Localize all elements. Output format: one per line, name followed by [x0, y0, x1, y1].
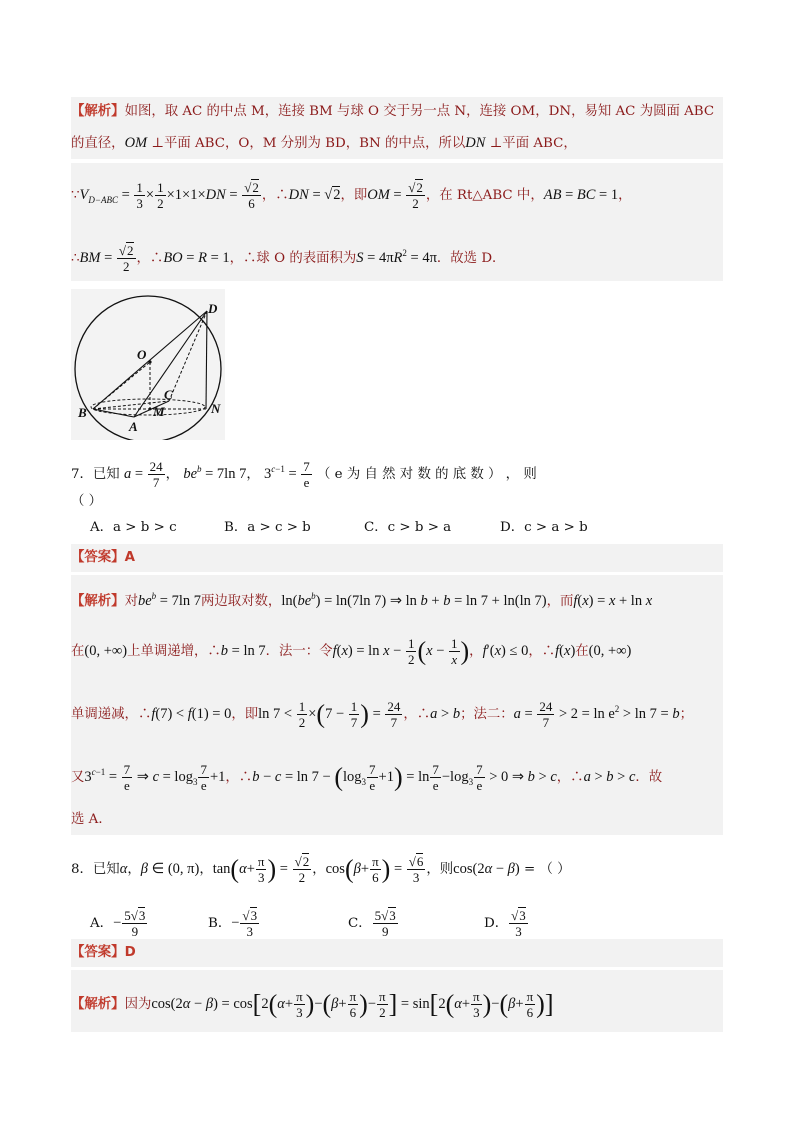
- text: （ ）: [71, 494, 103, 509]
- text: 在: [71, 644, 85, 659]
- fraction: $\frac{24}{7}$: [149, 459, 163, 490]
- text: ．法一：令: [265, 644, 333, 659]
- text: ，∴: [136, 251, 164, 266]
- math: DN: [465, 135, 486, 151]
- text: ，∴: [528, 644, 556, 659]
- fraction: $\frac{7}{e}$: [200, 762, 207, 793]
- question-7-paren: [71, 492, 723, 512]
- text: ，∴球 O 的表面积为: [229, 251, 357, 266]
- text-line: 在(0, +∞)上单调递增，∴b = ln 7．法一：令f(x) = ln x − $\frac{1}{2}$ (x − $\frac{1}{x}$ )，f′(x) ≤ 0，∴f(x)在(0, +∞): [71, 636, 632, 667]
- text: ⊥平面 ABC，: [485, 136, 577, 151]
- label-o: O: [137, 347, 147, 362]
- answer-tag: 【答案】: [71, 550, 125, 565]
- text-line: 单调递减，∴f(7) < f(1) = 0，即ln 7 < $\frac{1}{2}$ ×(7 − $\frac{1}{7}$ ) = $\frac{24}{7}$ ，∴a > b；法二：a = $\frac{24}{7}$ > $2 = \ln e^2 > \ln 7 = b$；: [71, 699, 693, 730]
- text: 在: [575, 644, 589, 659]
- fraction: $\frac{\pi}{6}$: [372, 854, 379, 885]
- text: ，: [127, 862, 141, 877]
- text-line: [71, 810, 723, 830]
- fraction: $\frac{24}{7}$: [539, 699, 553, 730]
- text: ∴: [71, 251, 80, 266]
- option-c[interactable]: C． $\frac{5√3}{9}$: [348, 908, 396, 939]
- text-line: 又$3^{c-1}$ = $\frac{7}{e}$ ⇒ $c = \log_3$ $\frac{7}{e}$ +1，∴b − $c = \ln 7 - (\log_3$ $\frac{7}{e}$ +1) = ln $\frac{7}{e}$ $-\log_3$ $\frac{7}{e}$ > 0 ⇒ b > c，∴a > b > c．故: [71, 762, 663, 793]
- text: 选 A．: [71, 812, 112, 827]
- fraction: $\frac{7}{e}$: [369, 762, 376, 793]
- fraction: $\frac{7}{e}$: [303, 459, 310, 490]
- text: ，: [199, 862, 213, 877]
- fraction: $\frac{1}{x}$: [451, 636, 458, 667]
- text-line: 【解析】对$be^b = 7\ln$ 7两边取对数，$\ln(be^b) = \ln(7\ln$ 7) ⇒ ln b + b = ln 7 + ln(ln 7)，而f(x) = x + ln x: [71, 591, 653, 609]
- question-7-stem: 7．已知 a = $\frac{24}{7}$ ， $be^b = 7\ln$ 7， $3^{c-1}$ = $\frac{7}{e}$ （ e 为 自 然 对 数 的 底 数 ） ， 则: [71, 459, 537, 490]
- label-c: C: [164, 387, 173, 402]
- answer-line: [71, 943, 723, 963]
- text: ．故: [635, 770, 663, 785]
- text: ．故选 D．: [436, 251, 506, 266]
- fraction: $\frac{√6}{3}$: [408, 854, 424, 885]
- text-line: $\because V_{D-ABC}$ = $\frac{1}{3}$ × $\frac{1}{2}$ ×1×1×DN = $\frac{√2}{6}$ ，∴DN = √2，即OM = $\frac{√2}{2}$ ，在 Rt△ABC 中，AB = BC = 1，: [71, 180, 632, 211]
- math: $V_{D-ABC}$: [79, 187, 118, 205]
- math: OM: [124, 135, 148, 151]
- option-b[interactable]: B．− $\frac{√3}{3}$: [208, 908, 258, 939]
- text: ，∴: [556, 770, 584, 785]
- label-m: M: [153, 404, 165, 419]
- fraction: $\frac{7}{e}$: [476, 762, 483, 793]
- text: ，: [469, 644, 483, 659]
- text-line: ∴BM = $\frac{√2}{2}$ ，∴BO = R = 1，∴球 O 的表面积为$S = 4\pi R^2 = 4\pi$．故选 D．: [71, 243, 506, 274]
- sphere-figure: [71, 289, 225, 440]
- option-a[interactable]: A．− $\frac{5√3}{9}$: [90, 908, 146, 939]
- answer-value: A: [124, 550, 135, 565]
- text: 的直径，: [71, 136, 125, 151]
- text: ，: [618, 188, 632, 203]
- fraction: $\frac{√2}{6}$: [244, 180, 259, 211]
- text: ，∴: [225, 770, 253, 785]
- text: 8．已知: [71, 862, 120, 877]
- question-8-stem: 8．已知α，β ∈ (0, π)，tan(α+ $\frac{\pi}{3}$ ) = $\frac{√2}{2}$ ，cos(β+ $\frac{\pi}{6}$ ) = $\frac{√6}{3}$ ，则cos(2α − β) = （ ）: [71, 854, 571, 885]
- option-b[interactable]: B．a > c > b: [224, 520, 311, 535]
- fraction: $\frac{1}{7}$: [350, 699, 358, 730]
- text: ，∴: [261, 188, 289, 203]
- text: 对: [124, 593, 138, 609]
- text: ，而: [546, 593, 574, 609]
- fraction: $\frac{7}{e}$: [432, 762, 439, 793]
- text-line: [71, 102, 723, 122]
- question-7-options: [90, 518, 742, 538]
- option-a[interactable]: A．a > b > c: [90, 520, 177, 535]
- text: 因为: [124, 997, 152, 1012]
- fraction: $\frac{1}{2}$: [298, 699, 306, 730]
- text: ，∴: [403, 707, 431, 722]
- text: ∵: [71, 188, 80, 203]
- text: ；法二：: [460, 707, 514, 722]
- sphere-diagram: [71, 289, 225, 440]
- fraction: $\frac{1}{2}$: [407, 636, 415, 667]
- label-a: A: [129, 419, 138, 434]
- question-8-options: [90, 908, 742, 939]
- fraction: $\frac{24}{7}$: [387, 699, 401, 730]
- text-line: 【解析】因为cos(2α − β) = cos[2(α+ $\frac{\pi}{3}$ )−(β+ $\frac{\pi}{6}$ )− $\frac{\pi}{2}$ ] = sin[2(α+ $\frac{\pi}{3}$ )−(β+ $\frac{\pi}{6}$ )]: [71, 989, 554, 1020]
- text: = （ ）: [519, 862, 571, 877]
- text: 如图，取 AC 的中点 M，连接 BM 与球 O 交于另一点 N，连接 OM，DN，易知 AC 为圆面 ABC: [124, 104, 715, 119]
- answer-tag: 【答案】: [71, 945, 125, 960]
- option-d[interactable]: D．c > a > b: [500, 520, 588, 535]
- text: ，: [312, 862, 326, 877]
- text: 单调递减，∴: [71, 707, 152, 722]
- text: ，则: [426, 862, 454, 877]
- text: ⊥平面 ABC，O，M 分别为 BD，BN 的中点，所以: [147, 136, 466, 151]
- label-n: N: [211, 401, 221, 416]
- text: 两边取对数，: [200, 593, 282, 609]
- fraction: $\frac{\pi}{3}$: [257, 854, 265, 885]
- analysis-tag: 【解析】: [71, 593, 125, 609]
- fraction: $\frac{√2}{2}$: [408, 180, 423, 211]
- fraction: $\frac{√2}{2}$: [118, 243, 134, 274]
- analysis-tag: 【解析】: [71, 997, 125, 1012]
- text: 7．已知: [71, 467, 120, 482]
- text: ；: [679, 707, 693, 722]
- text: ，: [165, 467, 180, 482]
- text: ，在 Rt△ABC 中，: [425, 188, 544, 203]
- label-d: D: [208, 301, 218, 316]
- option-d[interactable]: D． $\frac{√3}{3}$: [484, 908, 526, 939]
- text: （ e 为 自 然 对 数 的 底 数 ） ， 则: [317, 467, 537, 482]
- option-c[interactable]: C．c > b > a: [364, 520, 452, 535]
- fraction: $\frac{√2}{2}$: [294, 854, 310, 885]
- fraction: $\frac{1}{2}$: [157, 180, 164, 211]
- fraction: $\frac{7}{e}$: [123, 762, 131, 793]
- answer-line: [71, 548, 723, 568]
- answer-value: D: [124, 945, 136, 960]
- label-b: B: [78, 405, 87, 420]
- text-line: [71, 133, 723, 154]
- text: ，: [246, 467, 260, 482]
- fraction: $\frac{1}{3}$: [136, 180, 143, 211]
- text: ，即: [340, 188, 368, 203]
- text: ，即: [231, 707, 259, 722]
- text: 又: [71, 770, 85, 785]
- analysis-tag: 【解析】: [71, 104, 125, 119]
- text: 上单调递增，∴: [127, 644, 221, 659]
